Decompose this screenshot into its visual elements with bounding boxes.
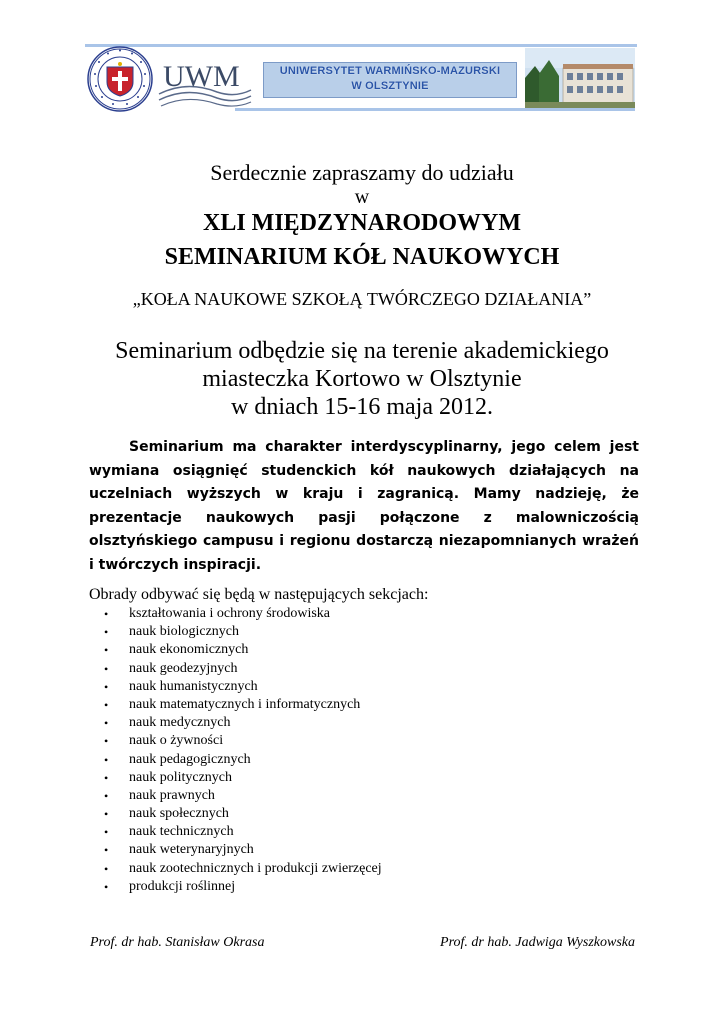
bullet-icon: • xyxy=(104,861,109,876)
bullet-icon: • xyxy=(104,788,109,803)
signature-right: Prof. dr hab. Jadwiga Wyszkowska xyxy=(440,935,635,950)
bullet-icon: • xyxy=(104,807,109,822)
list-item xyxy=(104,878,382,896)
list-item xyxy=(104,823,382,841)
header-bottom-rule xyxy=(235,108,635,111)
description-paragraph: Seminarium ma charakter interdyscyplinarny, jego celem jest wymiana osiągnięć studenckich kół naukowych działających na uczelniach wyższych w kraju i zagranicą. Mamy nadzieję, że prezentacje naukowych pasji połączone z malowniczością olsztyńskiego campusu i regionu dostarczą niezapomnianych wrażeń i twórczych inspiracji. xyxy=(89,439,639,573)
list-item xyxy=(104,805,382,823)
section-label: nauk geodezyjnych xyxy=(129,660,238,676)
section-label: nauk prawnych xyxy=(129,787,215,803)
banner-line-2: W OLSZTYNIE xyxy=(351,80,429,92)
section-label: nauk matematycznych i informatycznych xyxy=(129,696,361,712)
list-item xyxy=(104,623,382,641)
bullet-icon: • xyxy=(104,716,109,731)
bullet-icon: • xyxy=(104,607,109,621)
list-item xyxy=(104,660,382,678)
invitation-line-1: Serdecznie zapraszamy do udziału xyxy=(210,160,514,185)
invitation-line-2: w xyxy=(354,186,370,208)
section-label: nauk zootechnicznych i produkcji zwierzęcej xyxy=(129,860,382,876)
section-label: produkcji roślinnej xyxy=(129,878,236,894)
bullet-icon: • xyxy=(104,770,109,785)
bullet-icon: • xyxy=(104,661,109,676)
uwm-logo-icon xyxy=(157,50,252,110)
list-item xyxy=(104,696,382,714)
list-item xyxy=(104,605,382,623)
header-top-rule xyxy=(85,44,637,47)
bullet-icon: • xyxy=(104,825,109,840)
venue-line-1: Seminarium odbędzie się na terenie akademickiego xyxy=(115,338,609,364)
seminar-motto: „KOŁA NAUKOWE SZKOŁĄ TWÓRCZEGO DZIAŁANIA” xyxy=(132,289,592,309)
list-item xyxy=(104,841,382,859)
section-label: nauk o żywności xyxy=(129,733,224,749)
list-item xyxy=(104,860,382,878)
bullet-icon: • xyxy=(104,679,109,694)
list-item xyxy=(104,751,382,769)
sections-intro: Obrady odbywać się będą w następujących sekcjach: xyxy=(89,586,429,603)
list-item xyxy=(104,769,382,787)
list-item xyxy=(104,678,382,696)
section-label: nauk humanistycznych xyxy=(129,678,258,694)
bullet-icon: • xyxy=(104,734,109,749)
bullet-icon: • xyxy=(104,625,109,640)
seminar-title-line-1: XLI MIĘDZYNARODOWYM xyxy=(203,210,521,236)
bullet-icon: • xyxy=(104,697,109,712)
section-label: nauk politycznych xyxy=(129,769,233,785)
signature-left: Prof. dr hab. Stanisław Okrasa xyxy=(90,935,265,950)
university-name-banner xyxy=(263,62,517,98)
letterhead xyxy=(85,40,637,118)
bullet-icon: • xyxy=(104,843,109,858)
svg-text:UWM: UWM xyxy=(163,60,240,93)
section-label: nauk pedagogicznych xyxy=(129,751,251,767)
bullet-icon: • xyxy=(104,879,109,894)
section-label: nauk społecznych xyxy=(129,806,229,822)
campus-building-photo xyxy=(525,48,635,108)
section-label: nauk technicznych xyxy=(129,824,234,840)
section-label: kształtowania i ochrony środowiska xyxy=(129,606,331,621)
section-label: nauk weterynaryjnych xyxy=(129,842,254,858)
section-label: nauk medycznych xyxy=(129,715,231,731)
venue-line-2: miasteczka Kortowo w Olsztynie xyxy=(202,366,522,392)
dates-line: w dniach 15-16 maja 2012. xyxy=(231,394,493,420)
sections-list xyxy=(104,605,382,896)
list-item xyxy=(104,714,382,732)
section-label: nauk ekonomicznych xyxy=(129,642,249,658)
list-item xyxy=(104,787,382,805)
list-item xyxy=(104,641,382,659)
university-seal-icon xyxy=(87,46,153,112)
bullet-icon: • xyxy=(104,643,109,658)
list-item xyxy=(104,732,382,750)
section-label: nauk biologicznych xyxy=(129,624,240,640)
seminar-title-line-2: SEMINARIUM KÓŁ NAUKOWYCH xyxy=(164,244,560,270)
banner-line-1: UNIWERSYTET WARMIŃSKO-MAZURSKI xyxy=(279,65,501,77)
bullet-icon: • xyxy=(104,752,109,767)
